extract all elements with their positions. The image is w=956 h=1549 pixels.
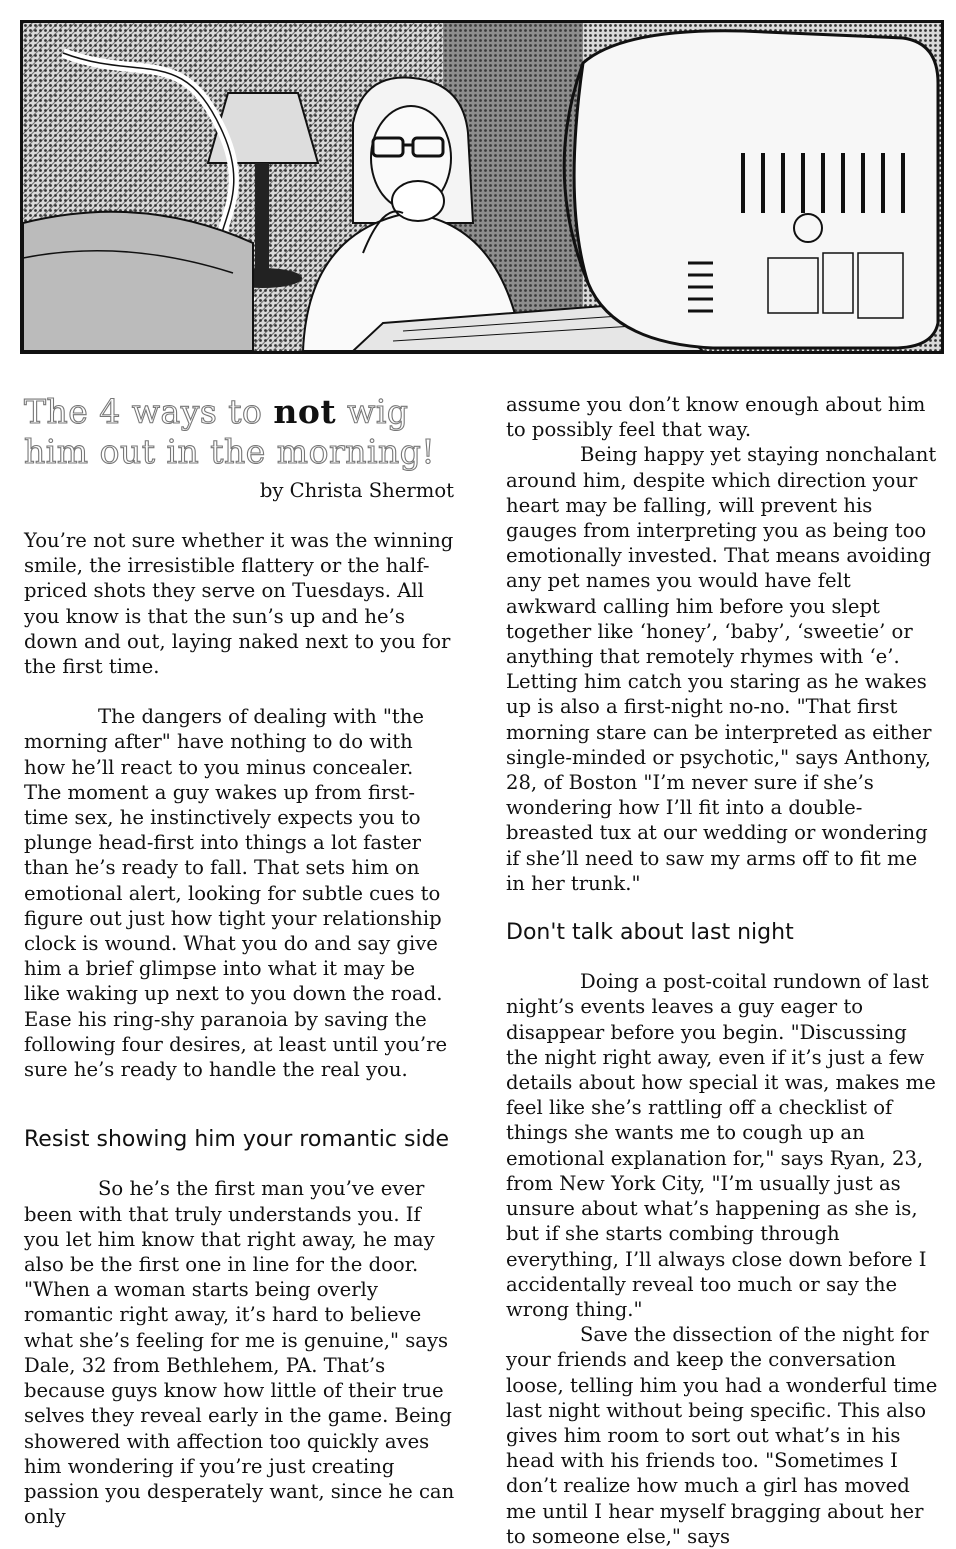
right-column — [506, 392, 942, 1549]
body-paragraph-5: Doing a post-coital rundown of last night’s events leaves a guy eager to disappear before you begin. "Discussing the night right away, even if it’s just a few details about how special it was, makes me feel like she’s rattling off a checklist of things she wants me to cough up an emotional explanation for," says Ryan, 23, from New York City, "I’m usually just as unsure about what’s happening as she is, but if she starts combing through everything, I’ll always close down before I accidentally reveal too much or say the wrong thing." — [506, 970, 936, 1321]
title-part-1: The 4 ways to — [24, 392, 274, 431]
section-heading-romantic: Resist showing him your romantic side — [24, 1127, 450, 1153]
title-emphasis: not — [273, 392, 337, 431]
body-paragraph-2: The dangers of dealing with "the morning after" have nothing to do with how he’ll react to you minus concealer. The moment a guy wakes up from first-time sex, he instinctively expects you to plunge head-first into things a lot faster than he’s ready to fall. That sets him on emotional alert, looking for subtle cues to figure out just how tight your relationship clock is wound. What you do and say give him a brief glimpse into what it may be like waking up next to you down the road. Ease his ring-shy paranoia by saving the following four desires, at least until you’re sure he’s ready to handle the real you. — [24, 705, 448, 1082]
title-part-2: wig him out in the morning! — [24, 392, 436, 471]
computer-monitor — [564, 31, 938, 348]
body-paragraph-6: Save the dissection of the night for your friends and keep the conversation loose, telling him you had a wonderful time last night without being specific. This also gives him room to sort out what’s in his head with his friends too. "Sometimes I don’t realize how much a girl has moved me until I hear myself bragging about her to someone else," says — [506, 1323, 938, 1548]
left-column — [24, 392, 456, 1529]
header-illustration — [20, 20, 944, 354]
article-header — [24, 392, 456, 528]
body-paragraph-4: Being happy yet staying nonchalant around him, despite which direction your heart may be falling, will prevent his gauges from interpreting you as being too emotionally invested. That means avoiding any pet names you would have felt awkward calling him before you slept together like ‘honey’, ‘baby’, ‘sweetie’ or anything that remotely rhymes with ‘e’. Letting him catch you staring as he wakes up is also a first-night no-no. "That first morning stare can be interpreted as either single-minded or psychotic," says Anthony, 28, of Boston "I’m never sure if she’s wondering how I’ll fit into a double-breasted tux at our wedding or wondering if she’ll need to saw my arms off to fit me in her trunk." — [506, 443, 937, 895]
intro-paragraph: You’re not sure whether it was the winning smile, the irresistible flattery or the half-priced shots they serve on Tuesdays. All you know is that the sun’s up and he’s down and out, laying naked next to you for the first time. — [24, 529, 454, 679]
section-heading-last-night: Don't talk about last night — [506, 920, 794, 946]
continuation-paragraph: assume you don’t know enough about him to possibly feel that way. — [506, 393, 926, 442]
body-paragraph-3: So he’s the first man you’ve ever been with that truly understands you. If you let him know that right away, he may also be the first one in line for the door. "When a woman starts being overly romantic right away, it’s hard to believe what she’s feeling for me is genuine," says Dale, 32 from Bethlehem, PA. That’s because guys know how little of their true selves they reveal early in the game. Being showered with affection too quickly aves him wondering if you’re just creating passion you desperately want, since he can only — [24, 1177, 455, 1529]
article-title — [24, 392, 464, 472]
byline: by Christa Shermot — [259, 479, 454, 502]
